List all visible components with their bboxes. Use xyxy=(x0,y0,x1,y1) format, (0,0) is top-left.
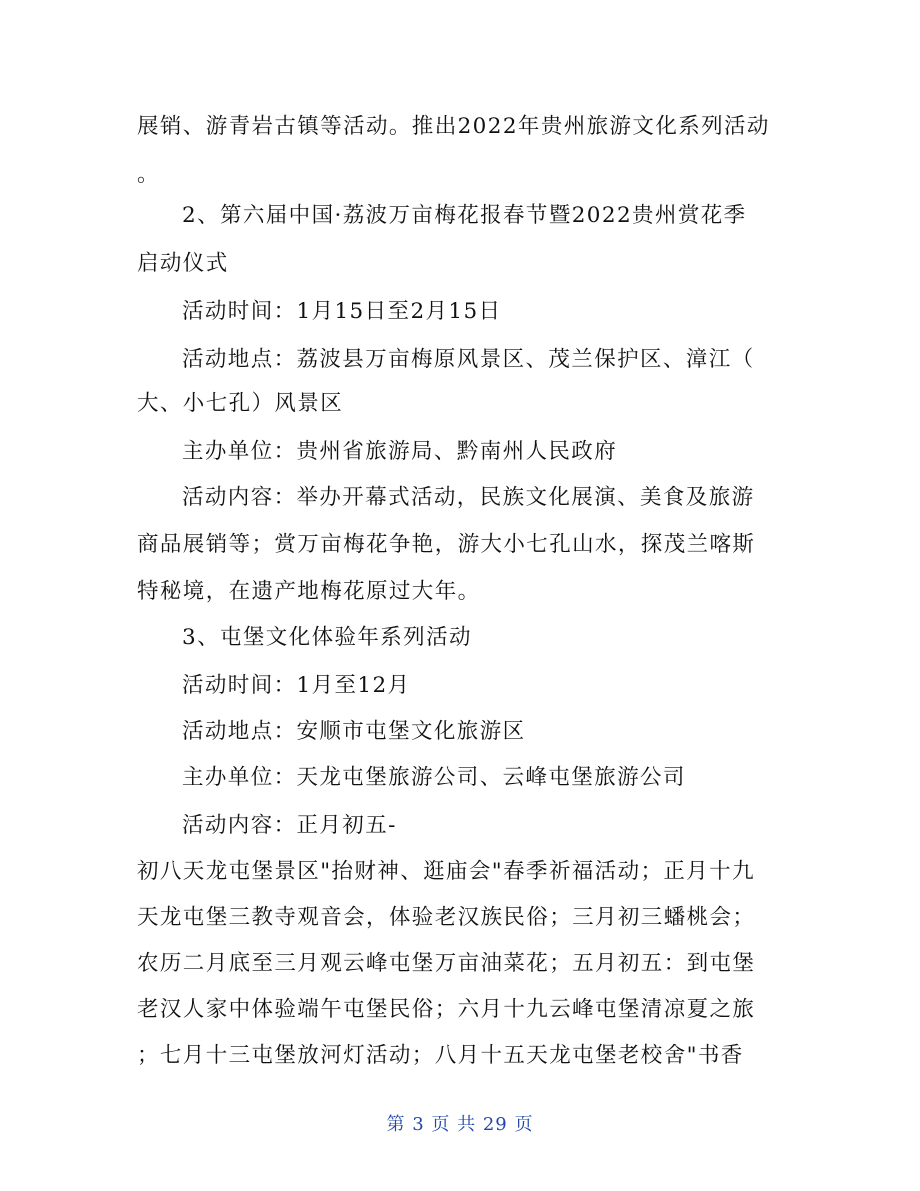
event-organizer-3: 主办单位：天龙屯堡旅游公司、云峰屯堡旅游公司 xyxy=(182,765,686,790)
event-location-3: 活动地点：安顺市屯堡文化旅游区 xyxy=(182,719,526,744)
event-location-2-cont: 大、小七孔）风景区 xyxy=(137,391,344,416)
page-number-footer: 第 3 页 共 29 页 xyxy=(386,1114,534,1135)
event-content-2-cont-1: 商品展销等；赏万亩梅花争艳，游大小七孔山水，探茂兰喀斯 xyxy=(137,532,756,557)
event-content-3-cont-4: 老汉人家中体验端午屯堡民俗；六月十九云峰屯堡清凉夏之旅 xyxy=(137,997,756,1022)
body-line-2: 。 xyxy=(137,162,160,187)
event-content-3-cont-3: 农历二月底至三月观云峰屯堡万亩油菜花；五月初五：到屯堡 xyxy=(137,951,756,976)
event-content-3: 活动内容：正月初五- xyxy=(182,813,397,838)
event-content-3-cont-2: 天龙屯堡三教寺观音会，体验老汉族民俗；三月初三蟠桃会； xyxy=(137,905,756,930)
section-heading-3: 3、屯堡文化体验年系列活动 xyxy=(182,625,472,650)
event-organizer-2: 主办单位：贵州省旅游局、黔南州人民政府 xyxy=(182,439,618,464)
event-content-2-cont-2: 特秘境，在遗产地梅花原过大年。 xyxy=(137,579,481,604)
event-content-3-cont-1: 初八天龙屯堡景区"抬财神、逛庙会"春季祈福活动；正月十九 xyxy=(137,859,755,884)
event-location-2: 活动地点：荔波县万亩梅原风景区、茂兰保护区、漳江（ xyxy=(182,347,755,372)
event-content-3-cont-5: ；七月十三屯堡放河灯活动；八月十五天龙屯堡老校舍"书香 xyxy=(137,1043,744,1068)
event-content-2: 活动内容：举办开幕式活动，民族文化展演、美食及旅游 xyxy=(182,485,755,510)
event-time-2: 活动时间：1月15日至2月15日 xyxy=(182,299,502,324)
body-line-1: 展销、游青岩古镇等活动。推出2022年贵州旅游文化系列活动 xyxy=(137,114,770,139)
section-heading-2: 2、第六届中国·荔波万亩梅花报春节暨2022贵州赏花季 xyxy=(182,203,747,228)
event-time-3: 活动时间：1月至12月 xyxy=(182,673,411,698)
section-heading-2-cont: 启动仪式 xyxy=(137,251,229,276)
